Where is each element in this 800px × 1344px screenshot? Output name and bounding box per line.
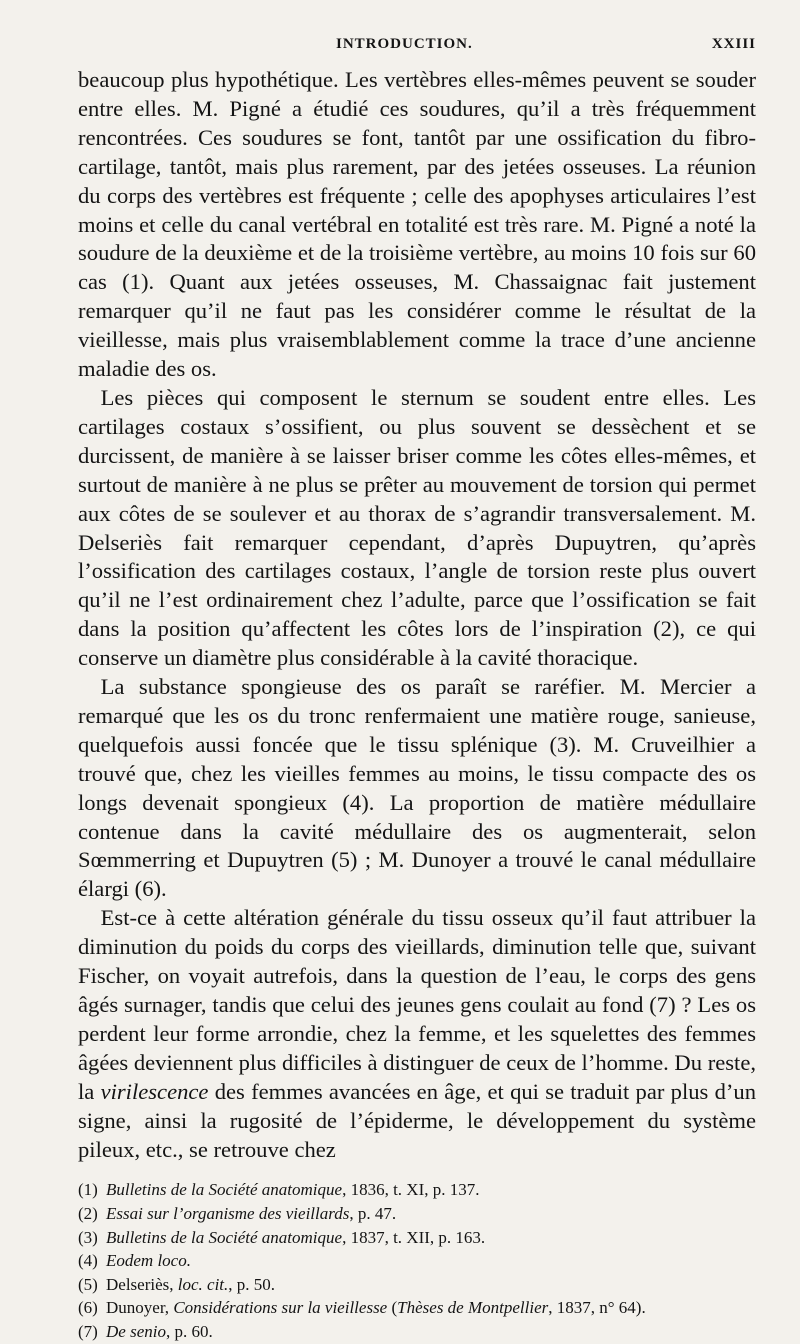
footnote-title: Considérations sur la vieillesse (173, 1298, 388, 1318)
footnote (78, 1178, 756, 1202)
footnote-number: (5) (78, 1274, 98, 1294)
footnote-series: Thèses de Montpellier (397, 1298, 549, 1318)
paragraph-1: beaucoup plus hypothétique. Les vertèbres elles-mêmes peuvent se souder entre elles. M. Pigné a étudié ces soudures, qu’il a très fréquemment rencontrées. Ces soudures se font, tantôt par une ossification du fibro-cartilage, tantôt, mais plus rarement, par des jetées osseuses. La réunion du corps des vertèbres est fréquente ; celle des apophyses articulaires l’est moins et celle du canal vertébral en totalité est très rare. M. Pigné a noté la soudure de la deuxième et de la troisième vertèbre, au moins 10 fois sur 60 cas (1). Quant aux jetées osseuses, M. Chassaignac fait justement remarquer qu’il ne faut pas les considérer comme le résultat de la vieillesse, mais plus vraisemblablement comme la trace d’une ancienne maladie des os. (78, 67, 756, 382)
running-title: INTRODUCTION. (336, 36, 473, 52)
paragraph-2-text: Les pièces qui composent le sternum se soudent entre elles. Les cartilages costaux s’ossifient, ou plus souvent se dessèchent et se durcissent, de manière à se laisser briser comme les côtes elles-mêmes, et surtout de manière à ne plus se prêter au mouvement de torsion qui permet aux côtes de se soulever et au thorax de s’agrandir transversalement. M. Delseriès fait remarquer cependant, d’après Dupuytren, qu’après l’ossification des cartilages costaux, l’angle de torsion reste plus ouvert qu’il ne l’est ordinairement chez l’adulte, parce que l’ossification se fait dans la position qu’affectent les côtes lors de l’inspiration (2), ce qui conserve un diamètre plus considérable à la cavité thoracique. (78, 384, 756, 671)
footnote-ref: , p. 60. (165, 1322, 213, 1341)
paragraph-4-emphasis: virilescence (100, 1078, 209, 1104)
footnote-number: (3) (78, 1227, 98, 1247)
paragraph-4-text-a: Est-ce à cette altération générale du tissu osseux qu’il faut attribuer la diminution du poids du corps des vieillards, diminution telle que, suivant Fischer, on voyait autrefois, dans la question de l’eau, le corps des gens âgés surnager, tandis que celui des jeunes gens coulait au fond (7) ? Les os perdent leur forme arrondie, chez la femme, et les squelettes des femmes âgées deviennent plus difficiles à distinguer de ceux de l’homme. Du reste, la (78, 905, 756, 1104)
footnote (78, 1249, 756, 1273)
footnote (78, 1226, 756, 1250)
body-text (78, 66, 756, 1164)
footnote-title: Essai sur l’organisme des vieillards (106, 1204, 350, 1224)
footnote-number: (7) (78, 1322, 98, 1341)
footnote-number: (1) (78, 1180, 98, 1200)
footnote-author: Delseriès, (106, 1274, 178, 1294)
footnote (78, 1296, 756, 1320)
footnote-title: Eodem loco. (106, 1251, 191, 1271)
footnote (78, 1320, 756, 1344)
footnote-number: (4) (78, 1251, 98, 1271)
footnote-sep: ( (387, 1298, 398, 1318)
paragraph-4 (78, 904, 756, 1164)
footnote-title: loc. cit. (177, 1274, 229, 1294)
footnote (78, 1202, 756, 1226)
running-head (78, 36, 756, 66)
page-number: XXIII (711, 36, 756, 52)
footnote-title: De senio (106, 1322, 166, 1341)
footnote-author: Dunoyer, (106, 1298, 174, 1318)
footnote-number: (6) (78, 1298, 98, 1318)
paragraph-3 (78, 673, 756, 904)
footnote-title: Bulletins de la Société anatomique (106, 1180, 343, 1200)
footnotes (78, 1178, 756, 1343)
footnote-number: (2) (78, 1204, 98, 1224)
footnote (78, 1273, 756, 1297)
paragraph-2 (78, 384, 756, 673)
paragraph-3-text: La substance spongieuse des os paraît se raréfier. M. Mercier a remarqué que les os du tronc renfermaient une matière rouge, sanieuse, quelquefois aussi foncée que le tissu splénique (3). M. Cruveilhier a trouvé que, chez les vieilles femmes au moins, le tissu compacte des os longs devenait spongieux (4). La proportion de matière médullaire contenue dans la cavité médullaire des os augmenterait, selon Sœmmerring et Dupuytren (5) ; M. Dunoyer a trouvé le canal médullaire élargi (6). (78, 674, 756, 902)
footnote-title: Bulletins de la Société anatomique (106, 1227, 343, 1247)
footnote-ref: , 1837, t. XII, p. 163. (342, 1227, 486, 1247)
footnote-ref: , 1836, t. XI, p. 137. (342, 1180, 480, 1200)
paragraph-4-text-b: des femmes avancées en âge, et qui se traduit par plus d’un signe, ainsi la rugosité de l’épiderme, le développement du système pileux, etc., se retrouve chez (78, 1078, 756, 1162)
footnote-ref: , p. 50. (228, 1274, 276, 1294)
footnote-ref: , p. 47. (349, 1204, 397, 1224)
footnote-ref: , 1837, n° 64). (548, 1298, 646, 1318)
